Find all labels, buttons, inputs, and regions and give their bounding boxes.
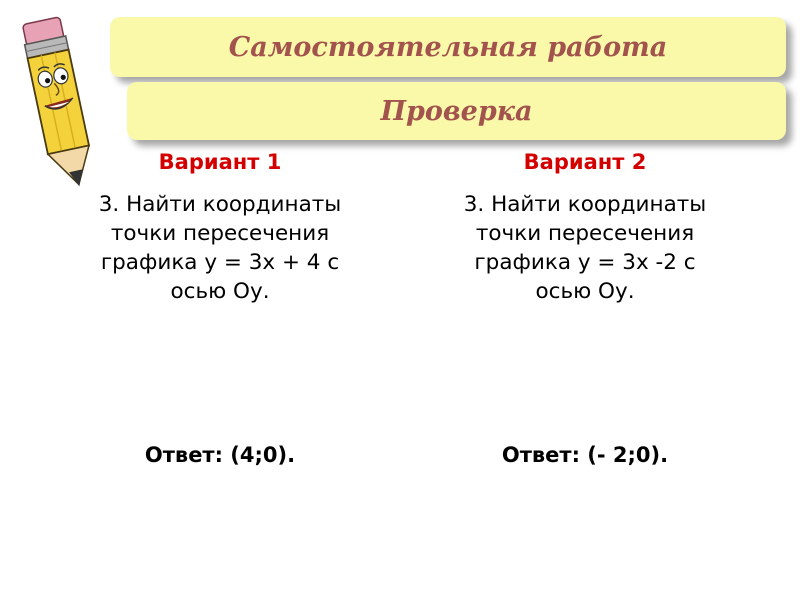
task-line: осью Оу.: [170, 279, 270, 304]
subtitle-banner: [127, 82, 786, 140]
title-banner: [110, 17, 786, 77]
task-line: графика у = 3х + 4 с: [100, 250, 340, 275]
variant-2-answer: Ответ: (- 2;0).: [501, 443, 669, 467]
task-line: 3. Найти координаты: [98, 192, 342, 217]
variant-1-task: [45, 190, 395, 306]
task-line: точки пересечения: [110, 221, 330, 246]
variant-2-task: [410, 190, 760, 306]
variant-1-answer: Ответ: (4;0).: [144, 443, 296, 467]
task-line: графика у = 3х -2 с: [474, 250, 696, 275]
variant-1-heading: Вариант 1: [158, 150, 282, 174]
task-line: точки пересечения: [475, 221, 695, 246]
page-subtitle: Проверка: [380, 95, 533, 127]
variant-2-heading: Вариант 2: [523, 150, 647, 174]
task-line: осью Оу.: [535, 279, 635, 304]
task-line: 3. Найти координаты: [463, 192, 707, 217]
page-title: Самостоятельная работа: [228, 31, 668, 63]
